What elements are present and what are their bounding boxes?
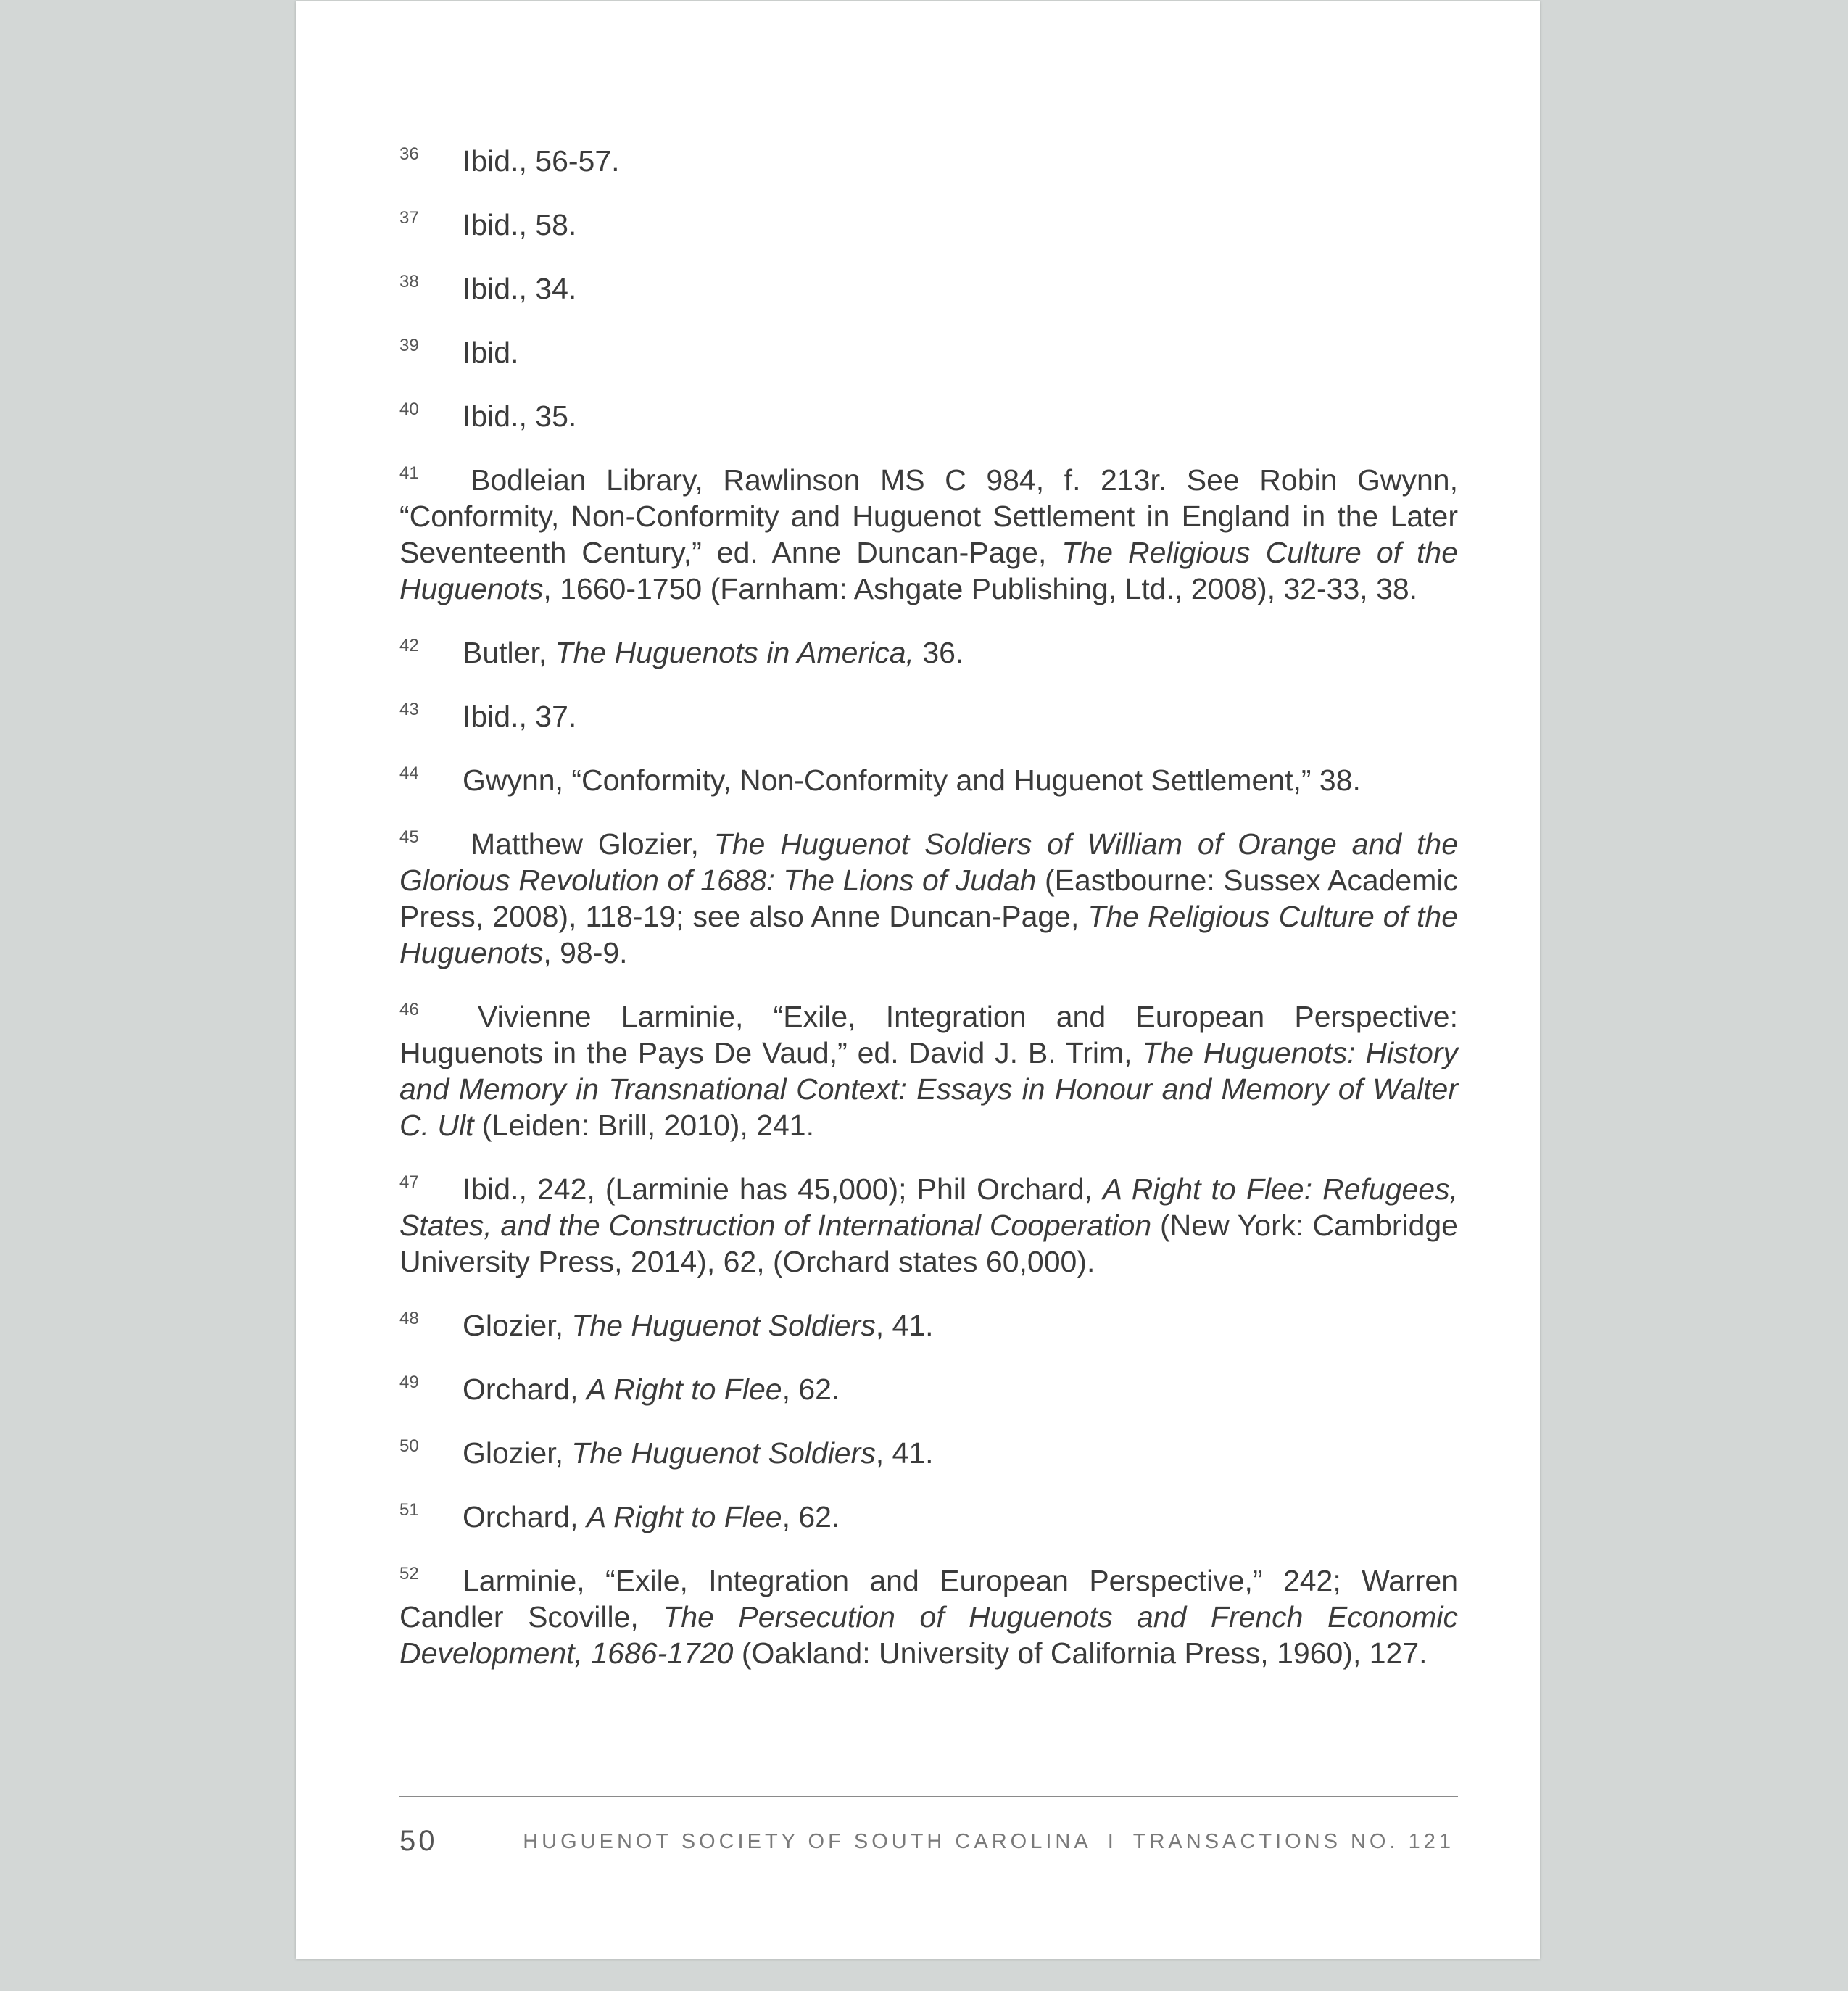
footnote-text: , 62.	[782, 1373, 840, 1406]
footnote-39: 39 Ibid.	[399, 336, 519, 369]
footnote-text: , 62.	[782, 1500, 840, 1533]
footnote-text: Ibid., 37.	[463, 700, 577, 733]
footnote-text: Gwynn, “Conformity, Non-Conformity and Huguenot Settlement,” 38.	[463, 763, 1361, 797]
footnote-text: Ibid., 242, (Larminie has 45,000); Phil Orchard,	[463, 1172, 1103, 1206]
issue-label: TRANSACTIONS NO. 121	[1132, 1830, 1454, 1853]
footnote-40: 40 Ibid., 35.	[399, 400, 577, 433]
footnote-text: Ibid.	[463, 336, 519, 369]
footnote-title: A Right to Flee	[586, 1373, 782, 1406]
footnote-title: The Huguenots in America,	[555, 636, 914, 669]
footnote-49: 49 Orchard, A Right to Flee, 62.	[399, 1373, 840, 1406]
footnote-text: Ibid., 34.	[463, 272, 577, 305]
footnote-text: Orchard,	[463, 1373, 587, 1406]
footnote-51: 51 Orchard, A Right to Flee, 62.	[399, 1500, 840, 1533]
footnote-text: Larminie, “Exile, Integration and European Perspective,” 242; Warren Candler Scoville,	[399, 1564, 1458, 1634]
footnote-46: 46 Vivienne Larminie, “Exile, Integration and European Perspective: Huguenots in the Pays De Vaud,” ed. David J. B. Trim, The Huguenots: History and Memory in Transnational Context: Essays in Honour and Memory of Walter C. Ult (Leiden: Brill, 2010), 241.	[399, 1000, 1459, 1142]
page-sheet	[296, 1, 1540, 1959]
footnote-52: 52 Larminie, “Exile, Integration and European Perspective,” 242; Warren Candler Scoville, The Persecution of Huguenots and French Economic Development, 1686-1720 (Oakland: University of California Press, 1960), 127.	[399, 1564, 1458, 1670]
footnote-title: A Right to Flee	[586, 1500, 782, 1533]
footnotes-list	[399, 143, 1458, 1699]
footnote-title: The Huguenots: History and Memory in Transnational Context: Essays in Honour and Memory of Walter C. Ult	[399, 1036, 1459, 1142]
page-number: 50	[399, 1825, 438, 1857]
footnote-text: Glozier,	[463, 1436, 572, 1470]
footnote-text: Vivienne Larminie, “Exile, Integration and European Perspective: Huguenots in the Pays De Vaud,” ed. David J. B. Trim,	[399, 1000, 1458, 1069]
footnote-text: Matthew Glozier,	[471, 827, 714, 861]
footer-separator: I	[1107, 1830, 1117, 1853]
footnote-43: 43 Ibid., 37.	[399, 700, 577, 733]
footnote-41: 41 Bodleian Library, Rawlinson MS C 984, f. 213r. See Robin Gwynn, “Conformity, Non-Conformity and Huguenot Settlement in England in the Later Seventeenth Century,” ed. Anne Duncan-Page, The Religious Culture of the Huguenots, 1660-1750 (Farnham: Ashgate Publishing, Ltd., 2008), 32-33, 38.	[399, 463, 1458, 605]
footnote-text: Ibid., 56-57.	[463, 144, 620, 178]
footnote-title: The Huguenot Soldiers	[571, 1309, 876, 1342]
footnote-50: 50 Glozier, The Huguenot Soldiers, 41.	[399, 1436, 934, 1470]
footnote-text: 36.	[913, 636, 964, 669]
footnote-44: 44 Gwynn, “Conformity, Non-Conformity and Huguenot Settlement,” 38.	[399, 763, 1361, 797]
footnote-title: The Huguenot Soldiers	[571, 1436, 876, 1470]
footnote-text: , 41.	[875, 1309, 934, 1342]
footnote-title: The Religious Culture of the Huguenots	[399, 536, 1458, 605]
footnote-text: Ibid., 58.	[463, 208, 577, 241]
footnote-text: (Leiden: Brill, 2010), 241.	[473, 1109, 814, 1142]
footnote-text: , 98-9.	[543, 936, 628, 969]
footnote-title: The Huguenot Soldiers of William of Orange and the Glorious Revolution of 1688: The Lions of Judah	[399, 827, 1458, 897]
footnote-text: (Oakland: University of California Press, 1960), 127.	[733, 1636, 1428, 1670]
footnote-title: The Persecution of Huguenots and French Economic Development, 1686-1720	[399, 1600, 1458, 1670]
footnote-text: Bodleian Library, Rawlinson MS C 984, f. 213r. See Robin Gwynn, “Conformity, Non-Conformity and Huguenot Settlement in England in the Later Seventeenth Century,” ed. Anne Duncan-Page,	[399, 463, 1458, 569]
footnote-text: , 1660-1750 (Farnham: Ashgate Publishing, Ltd., 2008), 32-33, 38.	[543, 572, 1418, 605]
footnote-text: Ibid., 35.	[463, 400, 577, 433]
footnote-text: (Eastbourne: Sussex Academic Press, 2008), 118-19; see also Anne Duncan-Page,	[399, 864, 1458, 933]
footnote-text: Orchard,	[463, 1500, 587, 1533]
footnote-47: 47 Ibid., 242, (Larminie has 45,000); Phil Orchard, A Right to Flee: Refugees, States, and the Construction of International Cooperation (New York: Cambridge University Press, 2014), 62, (Orchard states 60,000).	[399, 1172, 1458, 1278]
footnote-48: 48 Glozier, The Huguenot Soldiers, 41.	[399, 1309, 934, 1342]
footnote-title: The Religious Culture of the Huguenots	[399, 900, 1458, 969]
footnote-text: Glozier,	[463, 1309, 572, 1342]
footnote-42: 42 Butler, The Huguenots in America, 36.	[399, 636, 964, 669]
footnote-36: 36 Ibid., 56-57.	[399, 144, 620, 178]
footnote-45: 45 Matthew Glozier, The Huguenot Soldiers of William of Orange and the Glorious Revolution of 1688: The Lions of Judah (Eastbourne: Sussex Academic Press, 2008), 118-19; see also Anne Duncan-Page, The Religious Culture of the Huguenots, 98-9.	[399, 827, 1458, 969]
footnote-title: A Right to Flee: Refugees, States, and the Construction of International Cooperation	[399, 1172, 1458, 1242]
running-footer	[523, 1830, 1454, 1854]
footnote-text: Butler,	[463, 636, 555, 669]
footnote-text: , 41.	[875, 1436, 934, 1470]
footer-rule	[399, 1796, 1458, 1797]
journal-title: HUGUENOT SOCIETY OF SOUTH CAROLINA	[523, 1830, 1092, 1853]
footnote-37: 37 Ibid., 58.	[399, 208, 577, 241]
footnote-text: (New York: Cambridge University Press, 2014), 62, (Orchard states 60,000).	[399, 1209, 1458, 1278]
footnote-38: 38 Ibid., 34.	[399, 272, 577, 305]
